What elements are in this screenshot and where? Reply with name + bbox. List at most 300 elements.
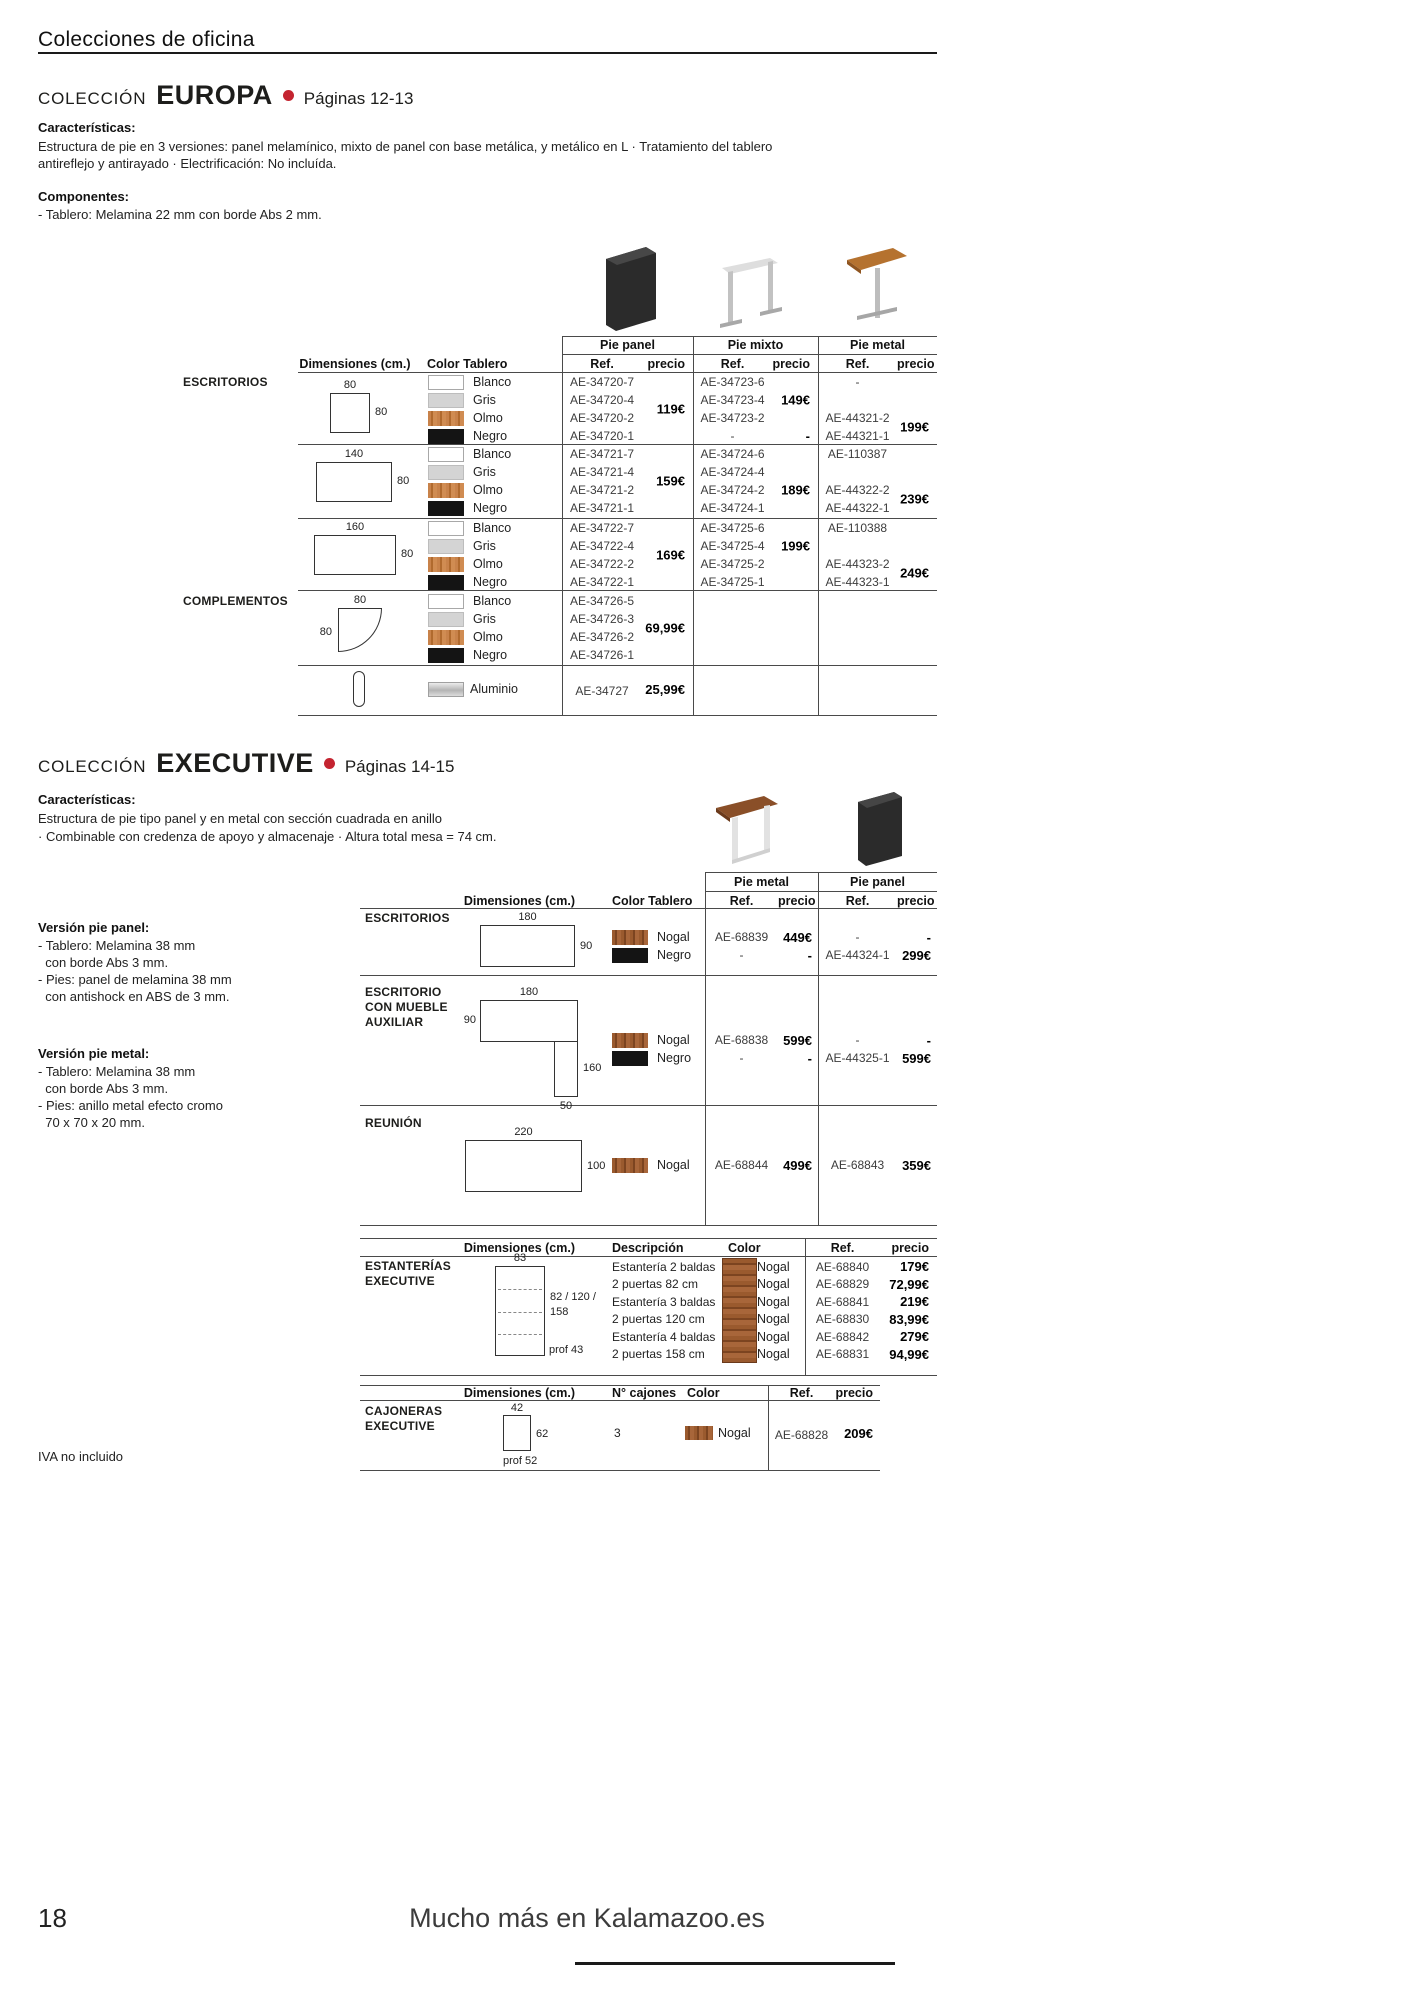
- pie-panel-ref: -: [855, 930, 860, 944]
- dimensiones-header: Dimensiones (cm.): [463, 1386, 575, 1400]
- color-label: Negro: [657, 948, 692, 962]
- shelf-row: [612, 1258, 937, 1276]
- red-bullet-icon: [283, 90, 294, 101]
- sidebar-line: con borde Abs 3 mm.: [38, 955, 169, 970]
- shelf-price: 179€: [900, 1259, 929, 1275]
- shelf-price: 219€: [900, 1294, 929, 1310]
- pie-panel-price: -: [926, 1032, 931, 1048]
- sidebar-line: - Tablero: Melamina 38 mm: [38, 938, 196, 953]
- shelf-price: 94,99€: [889, 1346, 929, 1362]
- color-cell: [612, 930, 705, 945]
- pie-metal-ref: AE-68844: [714, 1158, 769, 1172]
- executive-title-row: [38, 748, 454, 779]
- nogal-swatch: [612, 930, 648, 945]
- negro-swatch: [612, 948, 648, 963]
- panel-price-cell: [642, 592, 693, 664]
- panel-ref-column: [562, 445, 642, 517]
- color-row: [425, 646, 562, 664]
- divider: [360, 1400, 880, 1401]
- pie-panel-ref: AE-44324-1: [825, 948, 890, 962]
- aluminio-ref: AE-34727: [575, 684, 629, 698]
- panel-ref: AE-34721-4: [569, 465, 635, 479]
- color-label: Nogal: [657, 1033, 690, 1047]
- color-row: [425, 391, 562, 409]
- shelf-ref: AE-68841: [815, 1294, 870, 1309]
- color-label: Aluminio: [470, 682, 518, 696]
- panel-price: 69,99€: [645, 620, 685, 636]
- precio-header: precio: [778, 894, 816, 908]
- panel-ref: AE-34722-7: [569, 521, 635, 535]
- pie-panel-ref: AE-68843: [830, 1158, 885, 1172]
- aluminio-price: 25,99€: [645, 682, 685, 697]
- color-tablero-header: Color Tablero: [612, 894, 693, 908]
- negro-swatch: [612, 1051, 648, 1066]
- sidebar-line: - Tablero: Melamina 38 mm: [38, 1064, 196, 1079]
- drawer-price: 209€: [844, 1426, 873, 1441]
- divider: [298, 665, 937, 666]
- aluminio-swatch: [428, 682, 464, 697]
- bottom-rule: [575, 1962, 895, 1965]
- dimensiones-header: Dimensiones (cm.): [463, 1241, 575, 1255]
- executive-pie-metal-photo: [712, 790, 782, 873]
- metal-price-cell: [897, 373, 937, 445]
- shelf-row: [612, 1346, 937, 1364]
- mixto-ref-column: [693, 373, 772, 445]
- drawer-count: 3: [614, 1426, 621, 1440]
- shelf-description: Estantería 3 baldas: [612, 1294, 716, 1309]
- dim-side-label: 80: [375, 406, 388, 418]
- color-label: Negro: [473, 648, 508, 662]
- metal-ref-column: [818, 592, 897, 664]
- shelf-description: Estantería 2 baldas: [612, 1259, 716, 1274]
- mixto-ref: AE-34725-2: [700, 557, 765, 571]
- metal-ref: AE-44323-1: [825, 575, 890, 589]
- shelf-price: 279€: [900, 1329, 929, 1345]
- divider: [705, 872, 937, 873]
- color-label: Blanco: [473, 375, 512, 389]
- pie-metal-ref: AE-68838: [714, 1033, 769, 1047]
- panel-ref-column: [562, 519, 642, 591]
- precio-header: precio: [891, 1241, 929, 1255]
- dim-side-label: 90: [580, 940, 593, 952]
- shelf-row: [612, 1328, 937, 1346]
- page-title: Colecciones de oficina: [38, 28, 255, 51]
- estanterias-rows: [612, 1258, 937, 1363]
- pie-metal-header: Pie metal: [734, 875, 789, 889]
- divider: [360, 975, 937, 976]
- panel-ref: AE-34726-1: [569, 648, 635, 662]
- color-label: Blanco: [473, 447, 512, 461]
- europa-product-group: [298, 519, 937, 591]
- color-label: Nogal: [757, 1329, 790, 1344]
- mixto-ref: AE-34723-2: [700, 411, 765, 425]
- color-label: Nogal: [657, 930, 690, 944]
- metal-price: 199€: [900, 419, 929, 435]
- mixto-price-cell: [772, 373, 818, 445]
- color-label: Olmo: [473, 483, 503, 497]
- divider: [360, 1470, 880, 1471]
- blanco-swatch: [428, 521, 464, 536]
- color-row: [425, 610, 562, 628]
- color-label: Negro: [657, 1051, 692, 1065]
- mixto-ref-column: [693, 445, 772, 517]
- section-estanterias: ESTANTERÍAS EXECUTIVE: [365, 1259, 451, 1288]
- features-line: Estructura de pie tipo panel y en metal con sección cuadrada en anillo: [38, 811, 442, 826]
- pie-metal-price: 499€: [783, 1157, 812, 1173]
- panel-ref: AE-34722-2: [569, 557, 635, 571]
- section-escritorios: ESCRITORIOS: [183, 375, 268, 389]
- mixto-ref: [693, 592, 772, 610]
- gris-swatch: [428, 612, 464, 627]
- mixto-ref-column: [693, 592, 772, 664]
- mixto-ref: [693, 610, 772, 628]
- components-line: - Tablero: Melamina 22 mm con borde Abs 2 mm.: [38, 207, 322, 222]
- blanco-swatch: [428, 594, 464, 609]
- collection-name: EXECUTIVE: [156, 748, 314, 778]
- version-pie-panel-title: Versión pie panel:: [38, 920, 150, 935]
- sidebar-line: con antishock en ABS de 3 mm.: [38, 989, 230, 1004]
- pie-panel-price: 359€: [902, 1157, 931, 1173]
- color-label: Gris: [473, 539, 496, 553]
- shelf-row: [612, 1293, 937, 1311]
- panel-price-cell: [642, 519, 693, 591]
- dim-top-label: 180: [519, 986, 539, 998]
- section-reunion: REUNIÓN: [365, 1116, 422, 1130]
- sidebar-line: - Pies: anillo metal efecto cromo: [38, 1098, 223, 1113]
- dim-side-label: 80: [397, 475, 410, 487]
- mixto-ref: AE-34724-4: [700, 465, 765, 479]
- cajones-header: N° cajones: [612, 1386, 677, 1400]
- product-row: [612, 928, 937, 946]
- desk-180x90-diagram: [480, 925, 575, 967]
- footer-text: Mucho más en Kalamazoo.es: [409, 1903, 765, 1933]
- executive-rows: [612, 928, 937, 964]
- color-cell: [612, 1051, 705, 1066]
- collection-name: EUROPA: [156, 80, 273, 110]
- pie-mixto-header: Pie mixto: [727, 338, 784, 352]
- shelf-row: [612, 1311, 937, 1329]
- mixto-ref: AE-34725-4: [700, 539, 765, 553]
- shelf-ref: AE-68830: [815, 1312, 870, 1327]
- divider: [360, 908, 937, 909]
- color-label: Nogal: [757, 1259, 790, 1274]
- negro-swatch: [428, 429, 464, 444]
- divider: [298, 715, 937, 716]
- color-cell: [425, 445, 562, 517]
- europa-product-group: [298, 373, 937, 445]
- shelf-row: [612, 1276, 937, 1294]
- metal-ref-column: [818, 445, 897, 517]
- features-title: Características:: [38, 792, 136, 807]
- color-label: Nogal: [657, 1158, 690, 1172]
- descripcion-header: Descripción: [612, 1241, 684, 1255]
- divider: [360, 1105, 937, 1106]
- pie-metal-price: -: [807, 1050, 812, 1066]
- dim-top-label: 80: [343, 379, 357, 391]
- collection-label: COLECCIÓN: [38, 757, 147, 776]
- metal-ref: AE-110388: [827, 521, 888, 535]
- metal-ref: AE-44321-2: [825, 411, 890, 425]
- color-cell: [612, 1033, 705, 1048]
- mixto-ref: AE-34724-6: [700, 447, 765, 461]
- gris-swatch: [428, 465, 464, 480]
- panel-ref: AE-34726-3: [569, 612, 635, 626]
- features-line: · Combinable con credenza de apoyo y almacenaje · Altura total mesa = 74 cm.: [38, 829, 497, 844]
- metal-price-cell: [897, 445, 937, 517]
- color-header: Color: [728, 1241, 761, 1255]
- color-row: [425, 573, 562, 591]
- divider: [562, 354, 937, 355]
- metal-ref: AE-44322-1: [825, 501, 890, 515]
- europa-product-group: [298, 445, 937, 517]
- mixto-ref-column: [693, 519, 772, 591]
- olmo-swatch: [428, 630, 464, 645]
- dimensiones-header: Dimensiones (cm.): [463, 894, 575, 908]
- metal-ref: AE-44322-2: [825, 483, 890, 497]
- panel-ref-column: [562, 592, 642, 664]
- color-label: Nogal: [757, 1347, 790, 1362]
- olmo-swatch: [428, 483, 464, 498]
- europa-product-group: [298, 592, 937, 664]
- olmo-swatch: [428, 557, 464, 572]
- shelf-ref: AE-68840: [815, 1259, 870, 1274]
- color-tablero-header: Color Tablero: [427, 357, 508, 371]
- l-desk-top-diagram: [480, 1000, 578, 1042]
- color-cell: [425, 592, 562, 664]
- section-escritorios: ESCRITORIOS: [365, 911, 450, 925]
- color-cell: [425, 519, 562, 591]
- negro-swatch: [428, 501, 464, 516]
- color-label: Nogal: [718, 1426, 751, 1440]
- europa-pie-panel-photo: [596, 245, 662, 338]
- precio-header: precio: [897, 357, 935, 371]
- dim-top-label: 180: [518, 911, 537, 923]
- metal-ref-column: [818, 373, 897, 445]
- collection-pages: Páginas 12-13: [303, 89, 414, 108]
- dim-side-label: 80: [319, 626, 332, 638]
- ref-header: Ref.: [729, 894, 754, 908]
- product-row: [612, 1156, 937, 1174]
- color-label: Olmo: [473, 557, 503, 571]
- dim-top-label: 83: [513, 1252, 527, 1264]
- blanco-swatch: [428, 375, 464, 390]
- metal-ref: AE-44323-2: [825, 557, 890, 571]
- mixto-ref: AE-34725-6: [700, 521, 765, 535]
- features-line: antireflejo y antirayado · Electrificación: No incluída.: [38, 156, 337, 171]
- pie-metal-price: 599€: [783, 1032, 812, 1048]
- mixto-price-dash: -: [805, 428, 810, 444]
- features-title: Características:: [38, 120, 136, 135]
- divider: [705, 891, 937, 892]
- dim-top-label: 220: [514, 1126, 533, 1138]
- mixto-ref: [693, 646, 772, 664]
- color-row: [425, 628, 562, 646]
- divider: [360, 1238, 937, 1239]
- shelf-price: 83,99€: [889, 1311, 929, 1327]
- executive-rows: [612, 1156, 937, 1174]
- metal-ref: [818, 628, 897, 646]
- panel-ref: AE-34720-4: [569, 393, 635, 407]
- drawer-unit-diagram: [503, 1415, 531, 1451]
- metal-ref: [818, 463, 897, 481]
- olmo-swatch: [428, 411, 464, 426]
- precio-header: precio: [835, 1386, 873, 1400]
- metal-ref: [818, 391, 897, 409]
- panel-price-cell: [642, 373, 693, 445]
- collection-pages: Páginas 14-15: [344, 757, 455, 776]
- color-label: Negro: [473, 501, 508, 515]
- divider: [562, 336, 937, 337]
- drawer-ref: AE-68828: [774, 1428, 829, 1442]
- shelf-line: [498, 1334, 542, 1335]
- panel-ref: AE-34726-2: [569, 630, 635, 644]
- pie-metal-price: -: [807, 947, 812, 963]
- nogal-swatch: [612, 1033, 648, 1048]
- color-label: Olmo: [473, 411, 503, 425]
- panel-ref: AE-34720-2: [569, 411, 635, 425]
- negro-swatch: [428, 575, 464, 590]
- sidebar-line: con borde Abs 3 mm.: [38, 1081, 169, 1096]
- panel-ref: AE-34726-5: [569, 594, 635, 608]
- section-complementos: COMPLEMENTOS: [183, 594, 288, 608]
- ref-header: Ref.: [830, 1241, 855, 1255]
- color-label: Blanco: [473, 521, 512, 535]
- dim-depth-label: prof 52: [503, 1455, 538, 1467]
- pie-metal-ref: -: [739, 1051, 744, 1065]
- ref-header: Ref.: [789, 1386, 814, 1400]
- shelf-ref: AE-68831: [815, 1347, 870, 1362]
- mixto-price: 189€: [781, 482, 810, 498]
- mixto-ref: [693, 628, 772, 646]
- divider: [360, 1375, 937, 1376]
- color-header: Color: [687, 1386, 720, 1400]
- metal-ref: -: [855, 375, 860, 389]
- panel-ref: AE-34722-4: [569, 539, 635, 553]
- aluminio-profile-diagram: [353, 671, 365, 707]
- color-row: [425, 427, 562, 445]
- pie-metal-ref: AE-68839: [714, 930, 769, 944]
- dimensions-cell: [298, 519, 425, 591]
- ref-header: Ref.: [845, 357, 870, 371]
- color-label: Nogal: [757, 1277, 790, 1292]
- product-row: [612, 946, 937, 964]
- nogal-swatch: [612, 1158, 648, 1173]
- color-label: Negro: [473, 575, 508, 589]
- panel-ref: AE-34721-1: [569, 501, 635, 515]
- shelf-line: [498, 1312, 542, 1313]
- pie-metal-ref: -: [739, 948, 744, 962]
- features-line: Estructura de pie en 3 versiones: panel melamínico, mixto de panel con base metálica, y metálico en L · Tratamiento del tablero: [38, 139, 773, 154]
- shelf-ref: AE-68829: [815, 1277, 870, 1292]
- shelf-description: Estantería 4 baldas: [612, 1329, 716, 1344]
- section-cajoneras: CAJONERAS EXECUTIVE: [365, 1404, 443, 1433]
- color-label: Blanco: [473, 594, 512, 608]
- page-number: 18: [38, 1903, 67, 1933]
- panel-price-cell: [642, 445, 693, 517]
- pie-metal-header: Pie metal: [850, 338, 905, 352]
- color-row: [425, 592, 562, 610]
- title-rule: [38, 52, 937, 54]
- europa-pie-mixto-photo: [716, 250, 786, 339]
- color-row: [425, 445, 562, 463]
- precio-header: precio: [647, 357, 685, 371]
- dim-bottom-label: 50: [559, 1100, 573, 1112]
- pie-panel-ref: AE-44325-1: [825, 1051, 890, 1065]
- executive-pie-panel-photo: [850, 790, 906, 873]
- shelf-description: 2 puertas 120 cm: [612, 1312, 705, 1327]
- precio-header: precio: [772, 357, 810, 371]
- divider: [360, 1225, 937, 1226]
- shelf-price: 72,99€: [889, 1276, 929, 1292]
- color-label: Gris: [473, 393, 496, 407]
- iva-note: IVA no incluido: [38, 1449, 124, 1464]
- table-220x100-diagram: [465, 1140, 582, 1192]
- panel-price: 159€: [656, 473, 685, 489]
- dim-side-label: 80: [401, 548, 414, 560]
- pie-panel-ref: -: [855, 1033, 860, 1047]
- dimensions-cell: [298, 445, 425, 517]
- color-label: Olmo: [473, 630, 503, 644]
- ref-header: Ref.: [590, 357, 614, 371]
- color-row: [425, 463, 562, 481]
- metal-ref: AE-110387: [827, 447, 888, 461]
- divider: [360, 1256, 937, 1257]
- panel-ref: AE-34720-1: [569, 429, 635, 443]
- metal-ref: AE-44321-1: [825, 429, 890, 443]
- color-row: [425, 409, 562, 427]
- dimensions-cell: [298, 373, 425, 445]
- color-label: Nogal: [757, 1312, 790, 1327]
- metal-price-cell: [897, 519, 937, 591]
- europa-title-row: [38, 80, 413, 111]
- pie-panel-price: 599€: [902, 1050, 931, 1066]
- components-title: Componentes:: [38, 189, 129, 204]
- metal-ref: [818, 646, 897, 664]
- dim-side-label: 82 / 120 /: [550, 1291, 596, 1303]
- section-escritorio-mueble: ESCRITORIO CON MUEBLE AUXILIAR: [365, 985, 448, 1029]
- europa-pie-metal-photo: [845, 244, 911, 335]
- pie-metal-price: 449€: [783, 929, 812, 945]
- color-label: Nogal: [757, 1294, 790, 1309]
- mixto-price: 199€: [781, 538, 810, 554]
- pie-panel-header: Pie panel: [600, 338, 655, 352]
- panel-ref: AE-34720-7: [569, 375, 635, 389]
- mixto-price: 149€: [781, 392, 810, 408]
- product-row: [612, 1049, 937, 1067]
- mixto-ref: AE-34725-1: [700, 575, 765, 589]
- color-row: [425, 519, 562, 537]
- pie-panel-price: 299€: [902, 947, 931, 963]
- color-row: [425, 499, 562, 517]
- dim-side-label: 62: [536, 1428, 549, 1440]
- color-row: [425, 537, 562, 555]
- gris-swatch: [428, 539, 464, 554]
- dim-top-label: 140: [344, 448, 364, 460]
- metal-ref: [818, 610, 897, 628]
- color-label: Gris: [473, 612, 496, 626]
- mixto-ref: AE-34724-2: [700, 483, 765, 497]
- mixto-price-cell: [772, 592, 818, 664]
- dim-side-label: 158: [550, 1306, 569, 1318]
- nogal-swatch: [685, 1426, 713, 1440]
- color-cell: [612, 948, 705, 963]
- mixto-ref: -: [730, 429, 735, 443]
- dim-right-label: 160: [583, 1062, 602, 1074]
- executive-rows: [612, 1031, 937, 1067]
- sidebar-line: - Pies: panel de melamina 38 mm: [38, 972, 232, 987]
- metal-ref: [818, 537, 897, 555]
- mixto-ref: AE-34723-4: [700, 393, 765, 407]
